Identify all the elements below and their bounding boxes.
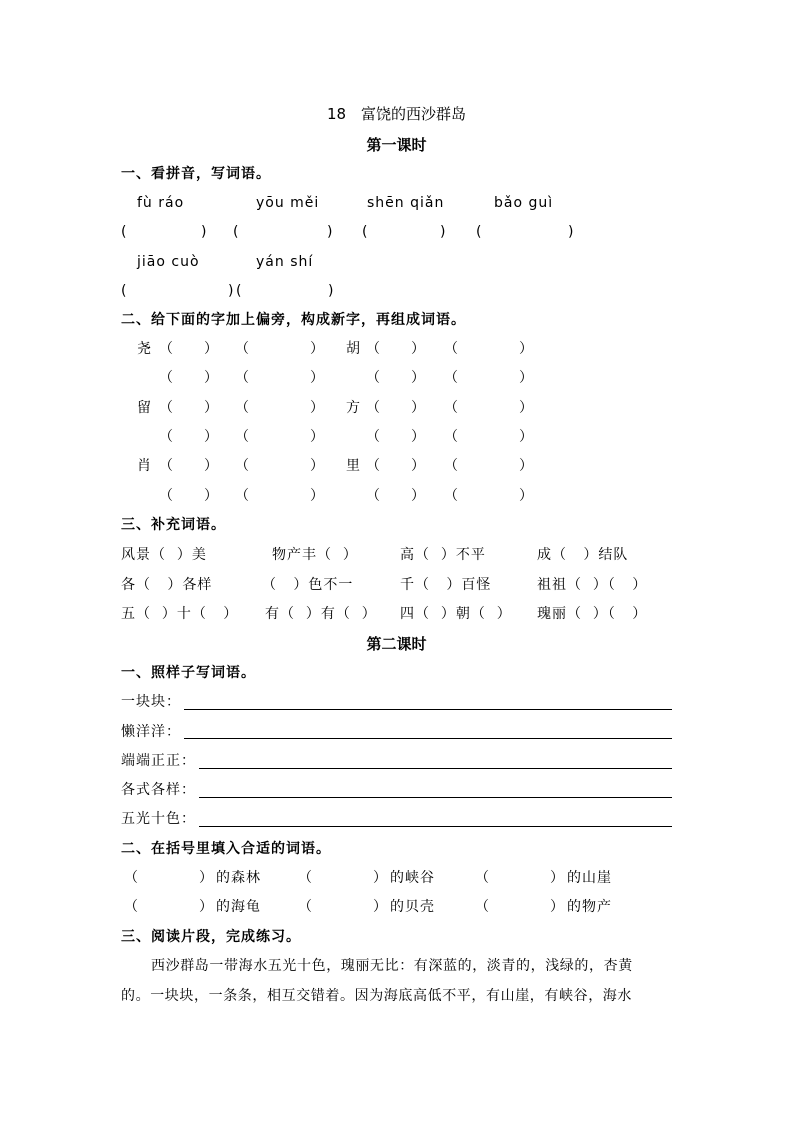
write-line[interactable]	[199, 826, 672, 827]
blank-paren: （ ）	[159, 458, 219, 474]
blank-paren: （ ）	[159, 429, 219, 445]
answer-paren-close: )	[568, 224, 575, 240]
base-char: 胡	[346, 341, 361, 357]
fill-phrase: 的贝壳	[390, 899, 435, 915]
s2-heading: 二、给下面的字加上偏旁，构成新字，再组成词语。	[121, 312, 466, 328]
blank-paren: （ ）	[235, 370, 325, 386]
blank-paren: （ ）	[298, 870, 388, 886]
answer-paren-open: (	[233, 224, 240, 240]
pinyin: yán shí	[256, 254, 314, 270]
blank-paren: （ ）	[366, 341, 426, 357]
blank-paren: （ ）	[235, 341, 325, 357]
pinyin: jiāo cuò	[137, 254, 200, 270]
lesson1-heading: 第一课时	[366, 136, 427, 154]
answer-paren-close: )	[440, 224, 447, 240]
s3-heading: 三、补充词语。	[121, 517, 226, 533]
idiom-item: 有（ ）有（ ）	[265, 606, 377, 622]
blank-paren: （ ）	[444, 458, 534, 474]
blank-paren: （ ）	[444, 341, 534, 357]
answer-paren-close: )	[328, 283, 335, 299]
answer-paren-close: )	[201, 224, 208, 240]
pinyin: fù ráo	[137, 195, 185, 211]
s1-heading: 一、看拼音，写词语。	[121, 166, 271, 182]
idiom-item: 成（ ）结队	[537, 547, 629, 563]
fill-phrase: 的山崖	[567, 870, 612, 886]
answer-paren-open: (	[121, 224, 128, 240]
blank-paren: （ ）	[235, 458, 325, 474]
blank-paren: （ ）	[159, 370, 219, 386]
blank-paren: （ ）	[124, 870, 214, 886]
base-char: 留	[137, 400, 152, 416]
example-word-label: 懒洋洋：	[121, 724, 181, 740]
blank-paren: （ ）	[475, 870, 565, 886]
blank-paren: （ ）	[444, 488, 534, 504]
blank-paren: （ ）	[235, 429, 325, 445]
blank-paren: （ ）	[366, 488, 426, 504]
idiom-item: 祖祖（ ）（ ）	[537, 577, 648, 593]
pinyin: shēn qiǎn	[367, 195, 445, 211]
idiom-item: 四（ ）朝（ ）	[400, 606, 512, 622]
reading-passage-line: 的。一块块，一条条，相互交错着。因为海底高低不平，有山崖，有峡谷，海水	[121, 988, 632, 1004]
blank-paren: （ ）	[444, 400, 534, 416]
base-char: 尧	[137, 341, 152, 357]
write-line[interactable]	[184, 738, 672, 739]
idiom-item: （ ）色不一	[262, 577, 354, 593]
blank-paren: （ ）	[444, 429, 534, 445]
example-word-label: 各式各样：	[121, 782, 196, 798]
write-line[interactable]	[184, 709, 672, 710]
p2s2-heading: 二、在括号里填入合适的词语。	[121, 841, 331, 857]
idiom-item: 瑰丽（ ）（ ）	[537, 606, 648, 622]
page-title: 18 富饶的西沙群岛	[326, 105, 467, 123]
answer-paren-close: )	[228, 283, 235, 299]
base-char: 里	[346, 458, 361, 474]
answer-paren-open: (	[362, 224, 369, 240]
idiom-item: 五（ ）十（ ）	[121, 606, 239, 622]
fill-phrase: 的物产	[567, 899, 612, 915]
blank-paren: （ ）	[159, 341, 219, 357]
p2s1-heading: 一、照样子写词语。	[121, 665, 256, 681]
pinyin: bǎo guì	[494, 195, 554, 211]
blank-paren: （ ）	[366, 370, 426, 386]
blank-paren: （ ）	[124, 899, 214, 915]
idiom-item: 各（ ）各样	[121, 577, 213, 593]
idiom-item: 物产丰（ ）	[272, 547, 358, 563]
blank-paren: （ ）	[366, 458, 426, 474]
blank-paren: （ ）	[298, 899, 388, 915]
example-word-label: 端端正正：	[121, 753, 196, 769]
answer-paren-open: (	[476, 224, 483, 240]
lesson2-heading: 第二课时	[366, 635, 427, 653]
fill-phrase: 的海龟	[216, 899, 261, 915]
write-line[interactable]	[199, 797, 672, 798]
answer-paren-open: (	[121, 283, 128, 299]
fill-phrase: 的峡谷	[390, 870, 435, 886]
example-word-label: 五光十色：	[121, 811, 196, 827]
idiom-item: 高（ ）不平	[400, 547, 486, 563]
idiom-item: 风景（ ）美	[121, 547, 207, 563]
write-line[interactable]	[199, 768, 672, 769]
example-word-label: 一块块：	[121, 694, 181, 710]
answer-paren-open: (	[236, 283, 243, 299]
blank-paren: （ ）	[235, 488, 325, 504]
blank-paren: （ ）	[444, 370, 534, 386]
fill-phrase: 的森林	[216, 870, 261, 886]
blank-paren: （ ）	[235, 400, 325, 416]
pinyin: yōu měi	[256, 195, 320, 211]
answer-paren-close: )	[327, 224, 334, 240]
idiom-item: 千（ ）百怪	[400, 577, 492, 593]
blank-paren: （ ）	[159, 400, 219, 416]
base-char: 肖	[137, 458, 152, 474]
blank-paren: （ ）	[366, 400, 426, 416]
base-char: 方	[346, 400, 361, 416]
blank-paren: （ ）	[366, 429, 426, 445]
p2s3-heading: 三、阅读片段，完成练习。	[121, 929, 301, 945]
reading-passage-line: 西沙群岛一带海水五光十色，瑰丽无比：有深蓝的，淡青的，浅绿的，杏黄	[151, 958, 633, 974]
blank-paren: （ ）	[159, 488, 219, 504]
blank-paren: （ ）	[475, 899, 565, 915]
